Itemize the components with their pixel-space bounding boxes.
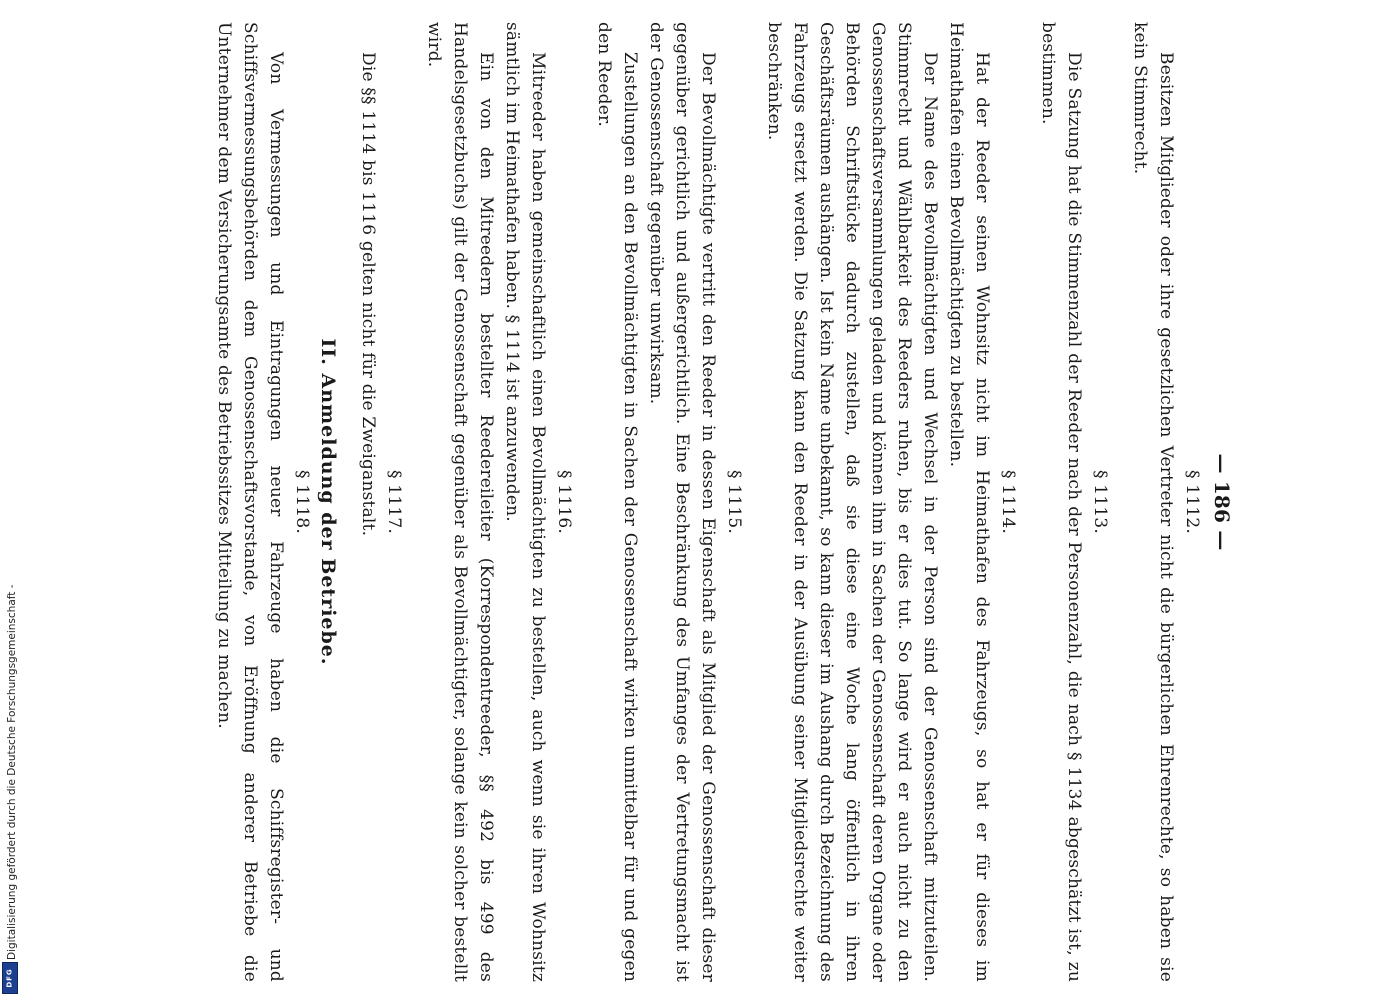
section-1115-p2: Zustellungen an den Bevollmächtigten in Sachen der Genossenschaft wirken unmittelbar für und gegen den Reeder. xyxy=(594,22,640,982)
section-1115-heading: § 1115. xyxy=(724,470,744,534)
section-2-heading: II. Anmeldung der Betriebe. xyxy=(317,338,339,666)
section-1117-heading: § 1117. xyxy=(384,470,404,534)
dfg-logo xyxy=(2,962,18,994)
section-1114-p1: Hat der Reeder seinen Wohnsitz nicht im Heimathafen des Fahrzeugs, so hat er für dieses im Heimathafen einen Bevollmächtigten zu bestellen. xyxy=(946,22,992,982)
scanned-page xyxy=(145,22,1235,982)
section-1118-heading: § 1118. xyxy=(292,470,312,534)
dfg-logo-text: DFG xyxy=(6,968,14,988)
page-number: — 186 — xyxy=(1210,453,1234,551)
section-1112-heading: § 1112. xyxy=(1182,470,1202,534)
section-1113-text: Die Satzung hat die Stimmenzahl der Reeder nach der Personenzahl, die nach § 1134 abgeschätzt ist, zu bestimmen. xyxy=(1038,22,1084,982)
section-1116-heading: § 1116. xyxy=(554,470,574,534)
section-1114-heading: § 1114. xyxy=(998,470,1018,534)
section-1112-text: Besitzen Mitglieder oder ihre gesetzlichen Vertreter nicht die bürgerlichen Ehrenrechte, so haben sie kein Stimmrecht. xyxy=(1130,22,1176,982)
section-1113-heading: § 1113. xyxy=(1090,470,1110,534)
section-1118-text: Von Vermessungen und Eintragungen neuer Fahrzeuge haben die Schiffsregister- und Schiffsvermessungsbehörden dem Genossenschaftsvorstande, von Eröffnung anderer Betriebe die Unternehmer dem Versicherungsamte des Betriebssitzes Mitteilung zu machen. xyxy=(214,22,286,982)
page-content xyxy=(211,22,1235,982)
section-1115-p1: Der Bevollmächtigte vertritt den Reeder in dessen Eigenschaft als Mitglied der Genossenschaft dieser gegenüber gerichtlich und außergerichtlich. Eine Beschränkung des Umfanges der Vertretungsmacht ist der Genossenschaft gegenüber unwirksam. xyxy=(646,22,718,982)
section-1114-p2: Der Name des Bevollmächtigten und Wechsel in der Person sind der Genossenschaft mitzuteilen. Stimmrecht und Wählbarkeit des Reeders ruhen, bis er dies tut. So lange wird er auch nicht zu den Genossenschaftsversammlungen geladen und können ihm in Sachen der Genossenschaft deren Organe oder Behörden Schriftstücke dadurch zustellen, daß sie diese eine Woche lang öffentlich in ihren Geschäftsräumen aushängen. Ist kein Name unbekannt, so kann dieser im Aushang durch Bezeichnung des Fahrzeugs ersetzt werden. Die Satzung kann den Reeder in der Ausübung seiner Mitgliedsrechte weiter beschränken. xyxy=(764,22,940,982)
section-1116-p1: Mitreeder haben gemeinschaftlich einen Bevollmächtigten zu bestellen, auch wenn sie ihren Wohnsitz sämtlich im Heimathafen haben. § 1114 ist anzuwenden. xyxy=(502,22,548,982)
credit-text: Digitalisierung gefördert durch die Deutsche Forschungsgemeinschaft - xyxy=(6,584,18,960)
section-1117-text: Die §§ 1114 bis 1116 gelten nicht für die Zweiganstalt. xyxy=(358,52,378,537)
section-1116-p2: Ein von den Mitreedern bestellter Reedereileiter (Korrespondentreeder, §§ 492 bis 499 des Handelsgesetzbuchs) gilt der Genossenschaft gegenüber als Bevollmächtigter, solange kein solcher bestellt wird. xyxy=(424,22,496,982)
sidebar-credit xyxy=(2,0,22,1000)
